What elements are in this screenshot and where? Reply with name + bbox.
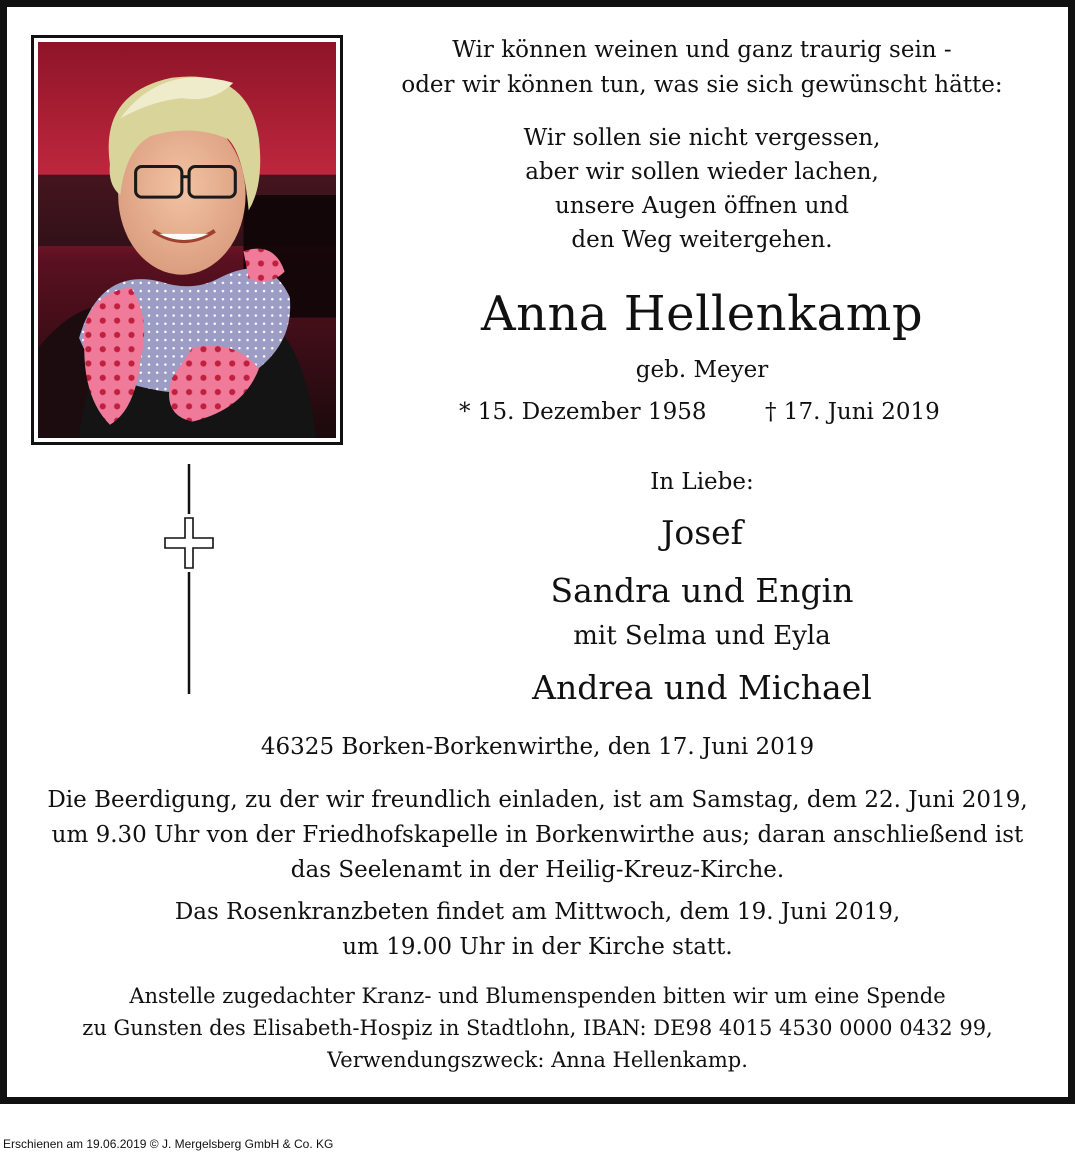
- place-and-date: 46325 Borken-Borkenwirthe, den 17. Juni 2019: [260, 734, 815, 760]
- death-date: † 17. Juni 2019: [765, 399, 940, 425]
- funeral-info: [7, 783, 1068, 888]
- quote-verse-line: unsere Augen öffnen und: [555, 193, 849, 219]
- mourner-sandra-engin: Sandra und Engin: [550, 571, 854, 610]
- donation-info-line: Verwendungszweck: Anna Hellenkamp.: [327, 1048, 748, 1072]
- funeral-info-line: Die Beerdigung, zu der wir freundlich einladen, ist am Samstag, dem 22. Juni 2019,: [47, 787, 1028, 813]
- rosary-info-line: um 19.00 Uhr in der Kirche statt.: [342, 934, 733, 960]
- donation-info-line: zu Gunsten des Elisabeth-Hospiz in Stadtlohn, IBAN: DE98 4015 4530 0000 0432 99,: [82, 1016, 993, 1040]
- rosary-info-line: Das Rosenkranzbeten findet am Mittwoch, dem 19. Juni 2019,: [174, 899, 901, 925]
- deceased-name: Anna Hellenkamp: [480, 286, 924, 342]
- portrait-photo-frame: [31, 35, 343, 445]
- quote-verse-line: den Weg weitergehen.: [571, 227, 833, 253]
- portrait-photo: [38, 42, 336, 438]
- funeral-info-line: das Seelenamt in der Heilig-Kreuz-Kirche.: [290, 857, 785, 883]
- mourner-andrea-michael: Andrea und Michael: [532, 668, 872, 707]
- mourner-josef: Josef: [661, 513, 743, 552]
- mourner-selma-eyla: mit Selma und Eyla: [573, 621, 831, 651]
- maiden-name: geb. Meyer: [635, 357, 769, 383]
- quote-intro: [367, 33, 1037, 103]
- donation-info: [7, 980, 1068, 1076]
- funeral-info-line: um 9.30 Uhr von der Friedhofskapelle in Borkenwirthe aus; daran anschließend ist: [51, 822, 1024, 848]
- publication-footer: Erschienen am 19.06.2019 © J. Mergelsberg GmbH & Co. KG: [3, 1137, 334, 1151]
- in-love-label: In Liebe:: [650, 469, 754, 495]
- cross-icon: [159, 462, 219, 702]
- quote-verse-line: aber wir sollen wieder lachen,: [525, 159, 879, 185]
- quote-intro-line: Wir können weinen und ganz traurig sein -: [452, 37, 952, 63]
- birth-date: * 15. Dezember 1958: [459, 399, 707, 425]
- quote-intro-line: oder wir können tun, was sie sich gewünscht hätte:: [401, 72, 1003, 98]
- quote-verse-line: Wir sollen sie nicht vergessen,: [523, 125, 881, 151]
- quote-verse: [367, 121, 1037, 257]
- rosary-info: [7, 895, 1068, 965]
- donation-info-line: Anstelle zugedachter Kranz- und Blumenspenden bitten wir um eine Spende: [129, 984, 946, 1008]
